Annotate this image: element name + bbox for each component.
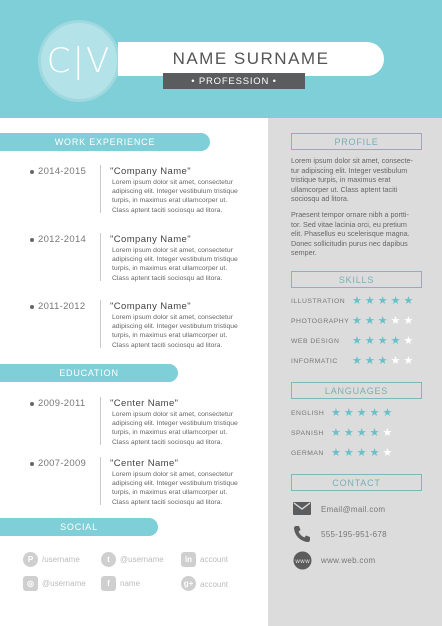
work-date: 2012-2014 [38,234,87,245]
timeline-divider [100,165,101,213]
star-filled-icon: ★ [377,295,391,307]
star-filled-icon: ★ [403,295,417,307]
star-filled-icon: ★ [343,427,357,439]
bullet-dot [30,305,34,309]
bullet-dot [30,170,34,174]
facebook-icon[interactable]: f [101,576,116,591]
google-plus-account[interactable]: account [200,580,229,589]
language-label: SPANISH [291,430,324,437]
bullet-dot [30,402,34,406]
star-filled-icon: ★ [356,407,370,419]
twitter-handle[interactable]: @username [120,555,164,564]
contact-heading: CONTACT [291,474,422,491]
profile-paragraph-2: Praesent tempor ornare nibh a portti- tor. Sed vitae lacinia orci, eu pretium elit. Phasellus eu scelerisque magna. Donec sollicitudin purus nec dapibus semper. [291,210,410,258]
star-filled-icon: ★ [364,335,378,347]
timeline-divider [100,233,101,281]
language-label: GERMAN [291,450,324,457]
star-empty-icon: ★ [390,315,404,327]
center-name: "Center Name" [110,458,179,469]
company-name: "Company Name" [110,301,191,312]
name-title: NAME SURNAME [172,49,330,68]
language-rating [331,408,395,419]
star-filled-icon: ★ [343,447,357,459]
star-filled-icon: ★ [364,315,378,327]
star-filled-icon: ★ [377,315,391,327]
star-filled-icon: ★ [377,355,391,367]
education-description: Lorem ipsum dolor sit amet, consectetur adipiscing elit. Integer vestibulum tristique turpis, in maximus erat ullamcorper ut. Class aptent taciti sociosqu ad litora. [112,411,238,446]
cv-logo-text: C|V [46,41,112,81]
star-filled-icon: ★ [377,335,391,347]
star-filled-icon: ★ [369,427,383,439]
star-filled-icon: ★ [343,407,357,419]
skill-label: INFORMATIC [291,358,338,365]
work-description: Lorem ipsum dolor sit amet, consectetur adipiscing elit. Integer vestibulum tristique turpis, in maximus erat ullamcorper ut. Class aptent taciti sociosqu ad litora. [112,314,238,349]
skill-rating [352,356,416,367]
profile-heading: PROFILE [291,133,422,150]
center-name: "Center Name" [110,398,179,409]
language-label: ENGLISH [291,410,325,417]
skill-rating [352,316,416,327]
work-description: Lorem ipsum dolor sit amet, consectetur adipiscing elit. Integer vestibulum tristique turpis, in maximus erat ullamcorper ut. Class aptent taciti sociosqu ad litora. [112,179,238,214]
language-rating [331,448,395,459]
star-filled-icon: ★ [364,295,378,307]
star-filled-icon: ★ [352,315,365,327]
timeline-divider [100,300,101,348]
timeline-divider [100,457,101,505]
email-icon [293,502,311,520]
google-plus-icon[interactable]: g+ [181,576,196,591]
work-description: Lorem ipsum dolor sit amet, consectetur adipiscing elit. Integer vestibulum tristique turpis, in maximus erat ullamcorper ut. Class aptent taciti sociosqu ad litora. [112,247,238,282]
contact-email[interactable]: Email@mail.com [321,505,386,514]
skill-label: PHOTOGRAPHY [291,318,350,325]
education-description: Lorem ipsum dolor sit amet, consectetur adipiscing elit. Integer vestibulum tristique turpis, in maximus erat ullamcorper ut. Class aptent taciti sociosqu ad litora. [112,471,238,506]
work-experience-heading: WORK EXPERIENCE [0,133,210,151]
phone-icon [293,525,311,548]
skill-label: WEB DESIGN [291,338,340,345]
star-empty-icon: ★ [390,355,404,367]
star-filled-icon: ★ [382,407,396,419]
star-filled-icon: ★ [331,407,344,419]
star-empty-icon: ★ [403,315,417,327]
instagram-handle[interactable]: @username [42,579,86,588]
contact-phone[interactable]: 555-195-951-678 [321,530,387,539]
skill-label: ILLUSTRATION [291,298,346,305]
star-filled-icon: ★ [364,355,378,367]
star-filled-icon: ★ [390,295,404,307]
star-filled-icon: ★ [369,407,383,419]
bullet-dot [30,462,34,466]
contact-web[interactable]: www.web.com [321,556,376,565]
languages-heading: LANGUAGES [291,382,422,399]
company-name: "Company Name" [110,234,191,245]
pinterest-handle[interactable]: /username [42,555,80,564]
education-heading: EDUCATION [0,364,178,382]
star-empty-icon: ★ [403,355,417,367]
language-rating [331,428,395,439]
star-empty-icon: ★ [382,427,396,439]
star-filled-icon: ★ [356,447,370,459]
education-date: 2009-2011 [38,398,86,409]
work-date: 2014-2015 [38,166,87,177]
facebook-name[interactable]: name [120,579,141,588]
bullet-dot [30,238,34,242]
star-filled-icon: ★ [356,427,370,439]
education-date: 2007-2009 [38,458,87,469]
skill-rating [352,336,416,347]
star-filled-icon: ★ [331,427,344,439]
twitter-icon[interactable]: t [101,552,116,567]
profile-paragraph-1: Lorem ipsum dolor sit amet, consecte- tur adipiscing elit. Integer vestibulum tristique turpis, in maximus erat ullamcorper ut. Class aptent taciti sociosqu ad litora. [291,156,413,204]
pinterest-icon[interactable]: P [23,552,38,567]
star-filled-icon: ★ [352,335,365,347]
star-filled-icon: ★ [352,355,365,367]
star-empty-icon: ★ [382,447,396,459]
star-filled-icon: ★ [331,447,344,459]
instagram-icon[interactable]: ◎ [23,576,38,591]
timeline-divider [100,397,101,445]
profession-label: • PROFESSION • [163,73,305,89]
svg-text:www: www [295,558,310,565]
social-heading: SOCIAL [0,518,158,536]
star-empty-icon: ★ [403,335,417,347]
star-filled-icon: ★ [369,447,383,459]
skills-heading: SKILLS [291,271,422,288]
star-filled-icon: ★ [352,295,365,307]
star-filled-icon: ★ [390,335,404,347]
work-date: 2011-2012 [38,301,86,312]
linkedin-account[interactable]: account [200,555,229,564]
company-name: "Company Name" [110,166,191,177]
linkedin-icon[interactable]: in [181,552,196,567]
skill-rating [352,296,416,307]
web-icon [293,551,312,575]
